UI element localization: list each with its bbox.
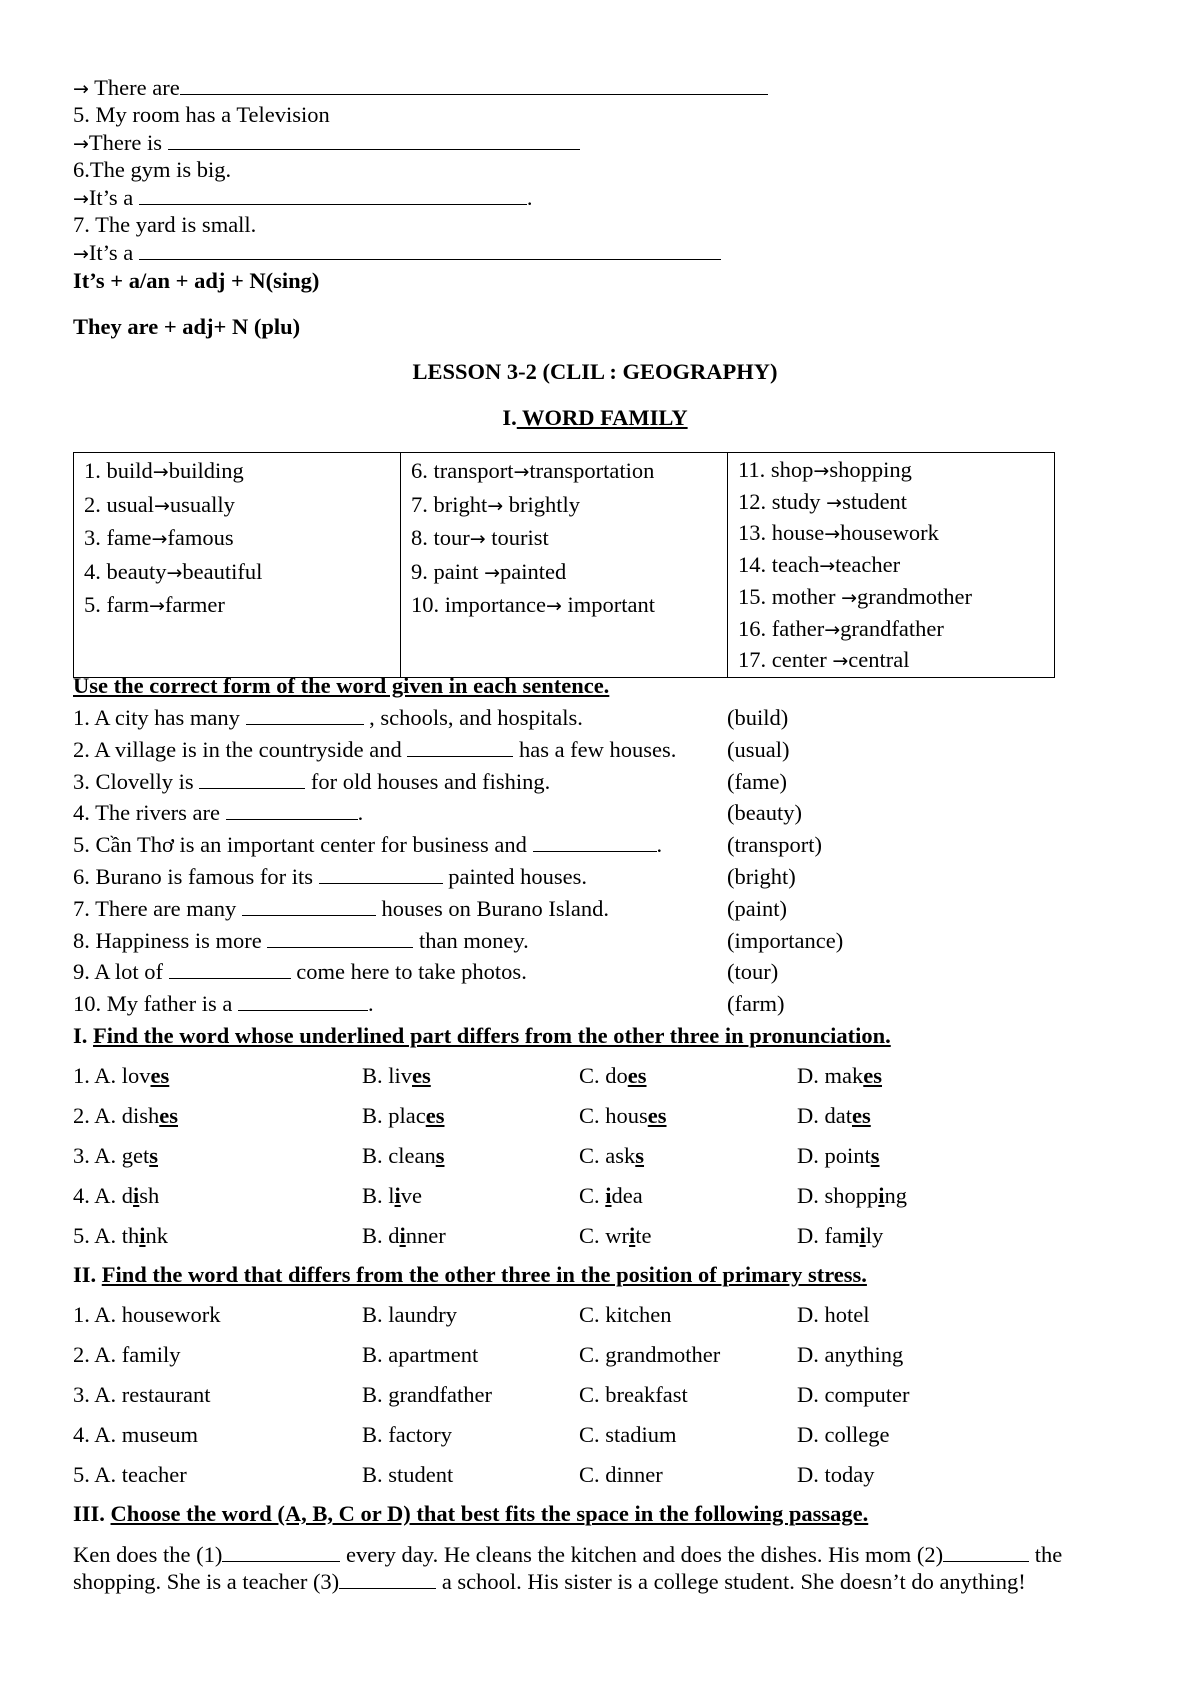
word-family-heading: I. WORD FAMILY: [502, 405, 688, 430]
grammar-rule-plural: They are + adj+ N (plu): [73, 314, 301, 339]
word-family-item: 16. father→grandfather: [738, 615, 944, 641]
stress-option[interactable]: 4. A. museum: [73, 1422, 199, 1447]
pronunciation-option[interactable]: C. idea: [579, 1183, 643, 1208]
correct-form-item: 7. There are many houses on Burano Island.: [73, 895, 609, 921]
word-hint: (transport): [727, 832, 822, 858]
answer-blank[interactable]: [139, 239, 721, 260]
stress-option[interactable]: 1. A. housework: [73, 1302, 221, 1327]
word-family-column-2: [401, 453, 728, 678]
underlined-sound: es: [647, 1103, 667, 1128]
answer-blank[interactable]: [533, 831, 657, 852]
word-family-item: 4. beauty→beautiful: [84, 558, 263, 584]
word-hint: (build): [727, 705, 789, 730]
passage-blank-3[interactable]: [339, 1568, 436, 1589]
word-family-item: 5. farm→farmer: [84, 592, 225, 617]
stress-option[interactable]: 2. A. family: [73, 1342, 181, 1367]
correct-form-item: 2. A village is in the countryside and has a few houses.: [73, 736, 677, 762]
underlined-sound: es: [150, 1063, 170, 1088]
arrow-icon: →: [73, 243, 89, 265]
arrow-icon: →: [73, 78, 89, 100]
stress-option[interactable]: C. kitchen: [579, 1302, 672, 1327]
stress-option[interactable]: C. stadium: [579, 1422, 677, 1447]
rewrite-answer-line-4: → There are: [73, 74, 768, 103]
stress-option[interactable]: B. laundry: [362, 1302, 457, 1327]
passage-heading: III. Choose the word (A, B, C or D) that best fits the space in the following passage.: [73, 1501, 869, 1526]
correct-form-item: 5. Cần Thơ is an important center for business and .: [73, 832, 663, 858]
correct-form-item: 6. Burano is famous for its painted houses.: [73, 864, 587, 889]
stress-option[interactable]: D. college: [797, 1422, 890, 1447]
stress-option[interactable]: C. breakfast: [579, 1382, 688, 1407]
pronunciation-option[interactable]: C. write: [579, 1223, 652, 1248]
answer-blank[interactable]: [139, 184, 527, 205]
pronunciation-option[interactable]: D. family: [797, 1223, 884, 1248]
word-hint: (beauty): [727, 800, 802, 826]
underlined-sound: es: [627, 1063, 647, 1088]
word-family-item: 12. study →student: [738, 488, 908, 514]
exercise-sentence-5: 5. My room has a Television: [73, 102, 330, 127]
stress-option[interactable]: B. apartment: [362, 1342, 479, 1367]
word-hint: (farm): [727, 991, 785, 1017]
stress-option[interactable]: 5. A. teacher: [73, 1462, 187, 1487]
pronunciation-option[interactable]: 1. A. loves: [73, 1063, 170, 1088]
stress-option[interactable]: C. dinner: [579, 1462, 663, 1487]
word-family-item: 11. shop→shopping: [738, 457, 912, 482]
correct-form-item: 9. A lot of come here to take photos.: [73, 959, 527, 985]
answer-blank[interactable]: [168, 129, 580, 150]
pronunciation-option[interactable]: D. dates: [797, 1103, 871, 1128]
answer-blank[interactable]: [407, 736, 513, 757]
stress-option[interactable]: B. factory: [362, 1422, 452, 1447]
answer-blank[interactable]: [169, 958, 291, 979]
underlined-sound: s: [149, 1143, 159, 1168]
exercise-sentence-6: 6.The gym is big.: [73, 157, 232, 182]
underlined-sound: es: [425, 1103, 445, 1128]
correct-form-item: 4. The rivers are .: [73, 800, 364, 826]
pronunciation-heading: I. Find the word whose underlined part differs from the other three in pronunciation.: [73, 1023, 891, 1048]
stress-option[interactable]: D. hotel: [797, 1302, 870, 1327]
word-hint: (importance): [727, 927, 844, 953]
word-family-item: 2. usual→usually: [84, 491, 235, 517]
word-family-table: [73, 452, 1055, 678]
stress-option[interactable]: D. today: [797, 1462, 875, 1487]
stress-option[interactable]: B. student: [362, 1462, 454, 1487]
pronunciation-option[interactable]: D. shopping: [797, 1183, 908, 1208]
answer-blank[interactable]: [242, 895, 376, 916]
underlined-sound: i: [139, 1223, 146, 1248]
word-hint: (fame): [727, 768, 787, 794]
passage-blank-1[interactable]: [222, 1541, 340, 1562]
rewrite-answer-line-7: →It’s a: [73, 239, 721, 268]
underlined-sound: i: [859, 1223, 866, 1248]
word-family-item: 7. bright→ brightly: [411, 491, 581, 517]
word-hint: (paint): [727, 895, 787, 921]
stress-heading: II. Find the word that differs from the other three in the position of primary stress.: [73, 1262, 867, 1287]
pronunciation-option[interactable]: B. dinner: [362, 1223, 446, 1248]
rewrite-answer-line-5: →There is: [73, 129, 580, 158]
word-family-column-1: [74, 453, 401, 678]
answer-blank[interactable]: [199, 768, 305, 789]
stress-option[interactable]: D. computer: [797, 1382, 910, 1407]
grammar-rule-singular: It’s + a/an + adj + N(sing): [73, 268, 320, 293]
exercise-sentence-7: 7. The yard is small.: [73, 212, 257, 237]
pronunciation-option[interactable]: B. cleans: [362, 1143, 445, 1168]
correct-form-item: 10. My father is a .: [73, 991, 374, 1017]
correct-form-item: 1. A city has many , schools, and hospitals.: [73, 705, 583, 730]
word-family-item: 1. build→building: [84, 458, 244, 483]
pronunciation-option[interactable]: 3. A. gets: [73, 1143, 159, 1168]
rewrite-answer-line-6: →It’s a .: [73, 185, 533, 210]
underlined-sound: s: [870, 1143, 880, 1168]
word-hint: (bright): [727, 864, 796, 889]
answer-blank[interactable]: [180, 74, 768, 95]
word-hint: (usual): [727, 736, 790, 762]
answer-blank[interactable]: [246, 704, 364, 725]
underlined-sound: es: [412, 1063, 431, 1088]
word-family-item: 9. paint →painted: [411, 558, 567, 584]
word-family-item: 6. transport→transportation: [411, 458, 655, 483]
underlined-sound: s: [435, 1143, 445, 1168]
pronunciation-option[interactable]: D. makes: [797, 1063, 882, 1088]
correct-form-item: 8. Happiness is more than money.: [73, 927, 529, 953]
stress-option[interactable]: D. anything: [797, 1342, 904, 1367]
underlined-sound: i: [878, 1183, 885, 1208]
word-family-item: 3. fame→famous: [84, 525, 234, 550]
answer-blank[interactable]: [226, 799, 358, 820]
lesson-title: LESSON 3-2 (CLIL : GEOGRAPHY): [412, 359, 778, 384]
underlined-sound: i: [133, 1183, 140, 1208]
correct-form-item: 3. Clovelly is for old houses and fishing.: [73, 768, 551, 794]
stress-option[interactable]: C. grandmother: [579, 1342, 721, 1367]
underlined-sound: i: [629, 1223, 636, 1248]
passage-line-1: Ken does the (1) every day. He cleans the kitchen and does the dishes. His mom (2) the: [73, 1542, 1063, 1567]
underlined-sound: i: [605, 1183, 612, 1208]
underlined-sound: s: [635, 1143, 645, 1168]
pronunciation-option[interactable]: 2. A. dishes: [73, 1103, 179, 1128]
answer-blank[interactable]: [238, 990, 368, 1011]
passage-blank-2[interactable]: [943, 1541, 1029, 1562]
pronunciation-option[interactable]: C. does: [579, 1063, 647, 1088]
word-family-item: 17. center →central: [738, 647, 910, 673]
answer-blank[interactable]: [319, 863, 443, 884]
stress-option[interactable]: 3. A. restaurant: [73, 1382, 211, 1407]
word-family-item: 13. house→housework: [738, 520, 939, 546]
answer-blank[interactable]: [267, 927, 413, 948]
underlined-sound: es: [863, 1063, 882, 1088]
pronunciation-option[interactable]: 4. A. dish: [73, 1183, 160, 1208]
stress-option[interactable]: B. grandfather: [362, 1382, 492, 1407]
pronunciation-option[interactable]: C. houses: [579, 1103, 667, 1128]
arrow-icon: →: [73, 133, 89, 155]
pronunciation-option[interactable]: D. points: [797, 1143, 880, 1168]
word-family-item: 14. teach→teacher: [738, 552, 901, 578]
pronunciation-option[interactable]: B. lives: [362, 1063, 431, 1088]
underlined-sound: i: [399, 1223, 406, 1248]
underlined-sound: es: [852, 1103, 871, 1128]
underlined-sound: i: [394, 1183, 401, 1208]
pronunciation-option[interactable]: C. asks: [579, 1143, 645, 1168]
word-hint: (tour): [727, 959, 779, 985]
correct-form-heading: Use the correct form of the word given in each sentence.: [73, 673, 610, 698]
underlined-sound: es: [159, 1103, 179, 1128]
pronunciation-option[interactable]: B. live: [362, 1183, 423, 1208]
arrow-icon: →: [73, 188, 89, 210]
word-family-item: 10. importance→ important: [411, 592, 655, 617]
word-family-item: 8. tour→ tourist: [411, 525, 549, 550]
word-family-item: 15. mother →grandmother: [738, 583, 972, 609]
word-family-column-3: [728, 453, 1055, 678]
passage-line-2: shopping. She is a teacher (3) a school. His sister is a college student. She doesn’t do anything!: [73, 1569, 1026, 1594]
pronunciation-option[interactable]: 5. A. think: [73, 1223, 169, 1248]
pronunciation-option[interactable]: B. places: [362, 1103, 445, 1128]
